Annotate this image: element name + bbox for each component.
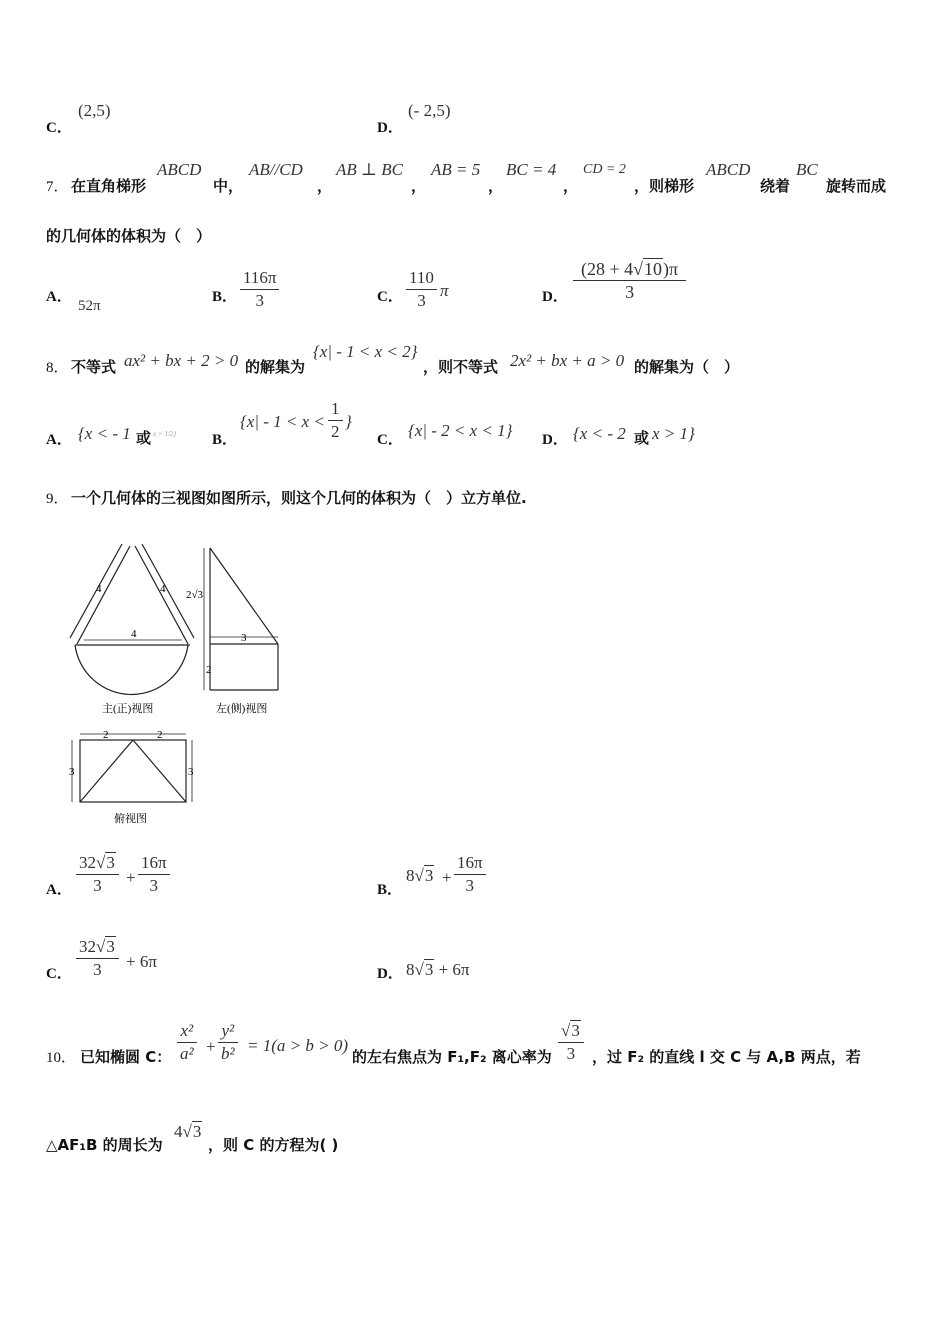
question-text: △AF₁B 的周长为: [46, 1136, 163, 1154]
math: +: [442, 868, 452, 887]
three-view-figure: [60, 540, 300, 830]
question-text: 一个几何体的三视图如图所示，则这个几何的体积为（ ）立方单位.: [71, 489, 527, 507]
question-text: ，: [563, 177, 579, 195]
fraction: $\frac{32√3}{3}$: [76, 852, 119, 897]
fraction: $\frac{\text{y²}}{\text{b²}}$: [218, 1020, 238, 1065]
math: }: [345, 412, 352, 431]
math: AB = 5: [431, 160, 481, 179]
fraction: $\frac{110}{3}$: [406, 267, 437, 312]
question-text: 或: [634, 429, 650, 447]
dim-label: 4: [131, 628, 137, 640]
math: π: [440, 281, 449, 300]
dim-label: 3: [188, 766, 194, 778]
dim-label: 2: [157, 729, 163, 741]
question-text: 中，: [213, 177, 244, 195]
math: 2x² + bx + a > 0: [510, 351, 625, 370]
question-text: ，过 F₂ 的直线 l 交 C 与 A,B 两点，若: [592, 1048, 861, 1066]
question-text: 绕着: [760, 177, 791, 195]
math: AB//CD: [249, 160, 303, 179]
option-value: 52π: [78, 298, 101, 314]
question-text: 的左右焦点为 F₁,F₂ 离心率为: [352, 1048, 552, 1066]
fraction: $\frac{16\pi}{3}$: [454, 852, 486, 897]
fraction: $\frac{√3}{3}$: [558, 1020, 584, 1065]
fraction: $\frac{(28 + 4√10)\pi}{3}$: [573, 258, 686, 303]
option-label: D．: [377, 120, 403, 136]
math: ABCD: [706, 160, 751, 179]
dim-label: 3: [241, 632, 247, 644]
math: 8√3: [406, 866, 434, 885]
option-label: C．: [46, 120, 72, 136]
option-value: (2,5): [78, 101, 111, 120]
dim-label: 2: [206, 664, 212, 676]
front-view: [70, 544, 194, 694]
fraction: $\frac{32√3}{3}$: [76, 936, 119, 981]
math: 4√3: [174, 1122, 202, 1141]
question-text: 的解集为（ ）: [634, 358, 740, 376]
option-label: B．: [212, 432, 238, 448]
option-label: C．: [46, 966, 72, 982]
option-label: A．: [46, 289, 72, 305]
math: BC: [796, 160, 818, 179]
option-label: C．: [377, 289, 403, 305]
math: CD = 2: [583, 162, 626, 177]
option-value: (- 2,5): [408, 101, 451, 120]
question-text: ，则不等式: [423, 358, 499, 376]
question-text: 的解集为: [245, 358, 306, 376]
math: {x < - 1: [78, 424, 131, 443]
math: {x| - 1 < x < 2}: [313, 342, 418, 361]
question-number: 9．: [46, 491, 69, 507]
dim-label: 2: [103, 729, 109, 741]
question-text: 的几何体的体积为（ ）: [46, 227, 212, 245]
math: x > 1}: [652, 424, 695, 443]
math: {x < - 2: [573, 424, 626, 443]
question-text: 或: [136, 429, 152, 447]
figure-caption: 俯视图: [114, 813, 147, 825]
math: {x| - 2 < x < 1}: [408, 421, 513, 440]
dim-label: 4: [160, 583, 166, 595]
question-number: 7．: [46, 179, 69, 195]
question-text: ，则 C 的方程为( ): [208, 1136, 339, 1154]
math: x > 1/2}: [153, 430, 177, 438]
math: 8√3 + 6π: [406, 960, 470, 979]
question-number: 8．: [46, 360, 69, 376]
figure-svg: [60, 540, 300, 830]
question-text: ，: [411, 177, 427, 195]
top-view: [72, 734, 192, 802]
math: +: [206, 1037, 216, 1056]
option-label: D．: [377, 966, 403, 982]
option-label: D．: [542, 289, 568, 305]
option-label: B．: [377, 882, 403, 898]
math: BC = 4: [506, 160, 557, 179]
fraction: $\frac{\text{x²}}{\text{a²}}$: [177, 1020, 197, 1065]
math: {x| - 1 < x <: [240, 412, 325, 431]
fraction: $\frac{116\pi}{3}$: [240, 267, 279, 312]
question-text: ，: [488, 177, 504, 195]
dim-label: 3: [69, 766, 75, 778]
question-text: 已知椭圆 C：: [80, 1048, 172, 1066]
side-view: [204, 548, 278, 690]
math: +: [126, 868, 136, 887]
dim-label: 2√3: [186, 589, 204, 601]
option-label: B．: [212, 289, 238, 305]
question-number: 10．: [46, 1050, 77, 1066]
question-text: 不等式: [71, 358, 117, 376]
math: ABCD: [157, 160, 202, 179]
figure-caption: 左(侧)视图: [216, 703, 268, 715]
option-label: A．: [46, 882, 72, 898]
dim-label: 4: [96, 583, 102, 595]
fraction: $\frac{1}{2}$: [328, 398, 343, 443]
option-label: D．: [542, 432, 568, 448]
math: ax² + bx + 2 > 0: [124, 351, 239, 370]
math: AB ⊥ BC: [336, 160, 403, 179]
math: + 6π: [126, 952, 157, 971]
question-text: ，: [317, 177, 333, 195]
figure-caption: 主(正)视图: [102, 703, 154, 715]
math: = 1(a > b > 0): [247, 1036, 348, 1055]
question-text: 旋转而成: [826, 177, 887, 195]
option-label: A．: [46, 432, 72, 448]
fraction: $\frac{16\pi}{3}$: [138, 852, 170, 897]
question-text: ，则梯形: [634, 177, 695, 195]
option-label: C．: [377, 432, 403, 448]
question-text: 在直角梯形: [71, 177, 147, 195]
